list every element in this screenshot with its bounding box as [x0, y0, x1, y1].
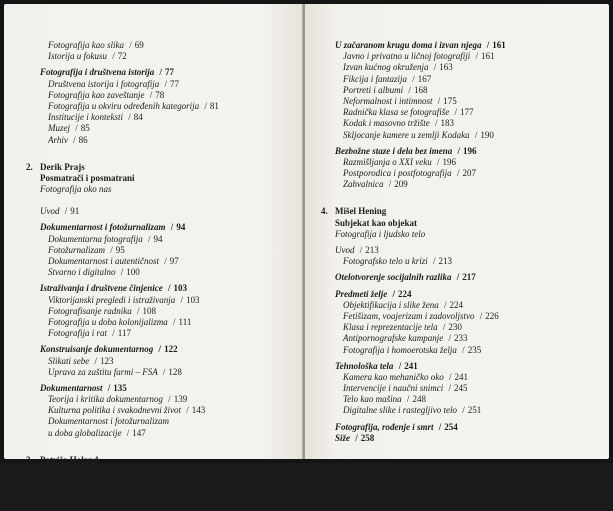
toc-entry: [40, 101, 300, 112]
toc-entry-title: Fetišizam, voajerizam i zadovoljstvo: [343, 310, 475, 321]
toc-entry-title: Kodak i masovno tržište: [343, 118, 430, 129]
left-toc-column: [26, 40, 300, 511]
toc-page-number: 248: [412, 394, 426, 405]
toc-page-number: 143: [191, 405, 206, 416]
page-separator: /: [159, 67, 163, 78]
toc-entry-title: Telo kao mašina: [343, 394, 402, 405]
toc-entry-title: Postporodica i postfotografija: [343, 168, 452, 179]
page-separator: /: [448, 333, 452, 344]
toc-entry: [40, 123, 300, 134]
spacer: [40, 195, 300, 206]
toc-entry-title: Spektakli i iluzije: [335, 471, 403, 482]
page-separator: /: [128, 112, 131, 123]
page-separator: /: [474, 129, 478, 140]
toc-entry-title: Institucije i konteksti: [48, 112, 123, 123]
toc-entry-title: Zahvalnica: [343, 179, 384, 190]
page-separator: /: [448, 371, 452, 382]
left-page: [4, 4, 304, 510]
toc-entry: [335, 62, 603, 73]
toc-page-number: 94: [176, 222, 186, 233]
toc-page-number: 258: [360, 432, 375, 443]
page-separator: /: [456, 272, 460, 283]
toc-entry: [335, 345, 603, 356]
toc-entry-title: Kamera kao mehaničko oko: [343, 371, 444, 382]
toc-entry-title: Uvod: [40, 499, 60, 510]
page-separator: /: [448, 383, 451, 394]
toc-page-number: 91: [70, 206, 80, 217]
toc-entry-title: Fikcija i fantazija: [343, 73, 407, 84]
toc-page-number: 209: [394, 179, 408, 190]
page-separator: /: [475, 51, 479, 62]
toc-page-number: 161: [481, 51, 495, 62]
toc-entry: [335, 218, 603, 229]
toc-entry-title: u doba globalizacije: [48, 427, 122, 438]
spacer: [40, 146, 300, 162]
toc-entry-title: Fotografija u okviru određenih kategorija: [48, 100, 200, 111]
page-separator: /: [454, 107, 457, 118]
toc-entry: [40, 499, 300, 510]
toc-entry: [335, 74, 603, 85]
toc-entry: [335, 40, 603, 51]
toc-entry-title: Fotografija kao slika: [48, 40, 124, 50]
toc-entry: [335, 272, 603, 283]
toc-page-number: 251: [467, 405, 482, 416]
toc-entry-title: U začaranom krugu doma i izvan njega: [335, 40, 482, 50]
toc-page-number: 153: [70, 499, 84, 510]
toc-entry-title: Viktorijanski pregledi i istraživanja: [48, 294, 176, 305]
toc-entry: [335, 168, 603, 179]
toc-page-number: 72: [117, 51, 127, 62]
toc-entry: [335, 361, 603, 372]
toc-entry: [335, 179, 603, 190]
toc-entry-title: Portreti i albumi: [343, 84, 404, 95]
toc-entry: [40, 256, 300, 267]
page-separator: /: [355, 432, 358, 443]
toc-page-number: 128: [168, 366, 182, 377]
page-separator: /: [137, 305, 140, 316]
toc-page-number: 224: [449, 299, 463, 310]
toc-entry: [40, 184, 300, 195]
toc-page-number: 213: [365, 245, 379, 255]
toc-entry: [40, 344, 300, 355]
toc-entry-title: Otelotvorenje socijalnih razlika: [335, 272, 452, 283]
toc-page-number: 167: [417, 73, 432, 84]
toc-entry: [40, 79, 300, 90]
toc-entry: [40, 428, 300, 439]
toc-entry-title: Objektifikacija i slike žena: [343, 299, 439, 310]
toc-entry: [40, 317, 300, 328]
toc-page-number: 207: [462, 168, 476, 179]
toc-page-number: 111: [178, 316, 192, 327]
page-separator: /: [457, 145, 461, 156]
toc-entry: [40, 90, 300, 101]
page-separator: /: [129, 40, 132, 50]
toc-entry-title: Mišel Hening: [335, 206, 387, 217]
toc-page-number: 224: [398, 288, 412, 299]
chapter-number: 3.: [26, 454, 33, 465]
toc-page-number: 100: [126, 267, 140, 278]
toc-page-number: 177: [460, 107, 474, 118]
toc-entry-title: Fotožurnalizam: [48, 244, 106, 255]
page-separator: /: [442, 322, 446, 333]
page-separator: /: [148, 233, 151, 244]
toc-entry: [335, 96, 603, 107]
toc-page-number: 196: [463, 145, 477, 156]
toc-entry: [335, 383, 603, 394]
spacer: [40, 439, 300, 455]
toc-page-number: 78: [155, 89, 165, 100]
toc-entry: [335, 229, 603, 240]
toc-entry: [335, 372, 603, 383]
toc-entry: [40, 40, 300, 51]
toc-entry: [40, 112, 300, 123]
toc-page-number: 196: [442, 156, 456, 167]
toc-page-number: 103: [173, 283, 188, 294]
toc-entry-title: Fotografija kao zaveštanje: [48, 89, 145, 100]
page-separator: /: [164, 256, 167, 266]
toc-entry-title: Fotografija oko nas: [40, 184, 112, 195]
toc-entry-title: Klasa i reprezentacije tela: [343, 322, 438, 333]
toc-entry: [40, 394, 300, 405]
toc-page-number: 235: [467, 344, 482, 355]
page-separator: /: [398, 360, 402, 371]
page-separator: /: [462, 344, 465, 355]
page-separator: /: [436, 156, 440, 167]
toc-entry: [335, 107, 603, 118]
page-separator: /: [433, 256, 436, 267]
page-separator: /: [438, 421, 442, 432]
toc-page-number: 175: [443, 95, 457, 106]
toc-entry: [26, 161, 300, 173]
toc-entry-title: Neformalnost i intimnost: [343, 95, 433, 106]
page-separator: /: [388, 179, 392, 190]
toc-entry: [40, 295, 300, 306]
toc-entry: [40, 173, 300, 184]
page-separator: /: [64, 206, 68, 217]
toc-page-number: 230: [448, 322, 462, 333]
toc-entry: [335, 300, 603, 311]
toc-entry-title: Fotografija i ljudsko telo: [335, 228, 426, 239]
toc-page-number: 163: [439, 62, 453, 73]
toc-page-number: 135: [113, 382, 127, 393]
toc-entry: [40, 367, 300, 378]
toc-entry-title: Uvod: [335, 245, 355, 255]
page-separator: /: [162, 366, 166, 377]
toc-entry: [335, 245, 603, 256]
page-separator: /: [173, 316, 176, 327]
toc-entry: [335, 405, 603, 416]
toc-entry: [40, 267, 300, 278]
chapter-number: 4.: [321, 206, 328, 217]
toc-entry-title: Derik Prajs: [40, 161, 85, 172]
toc-page-number: 254: [444, 421, 458, 432]
toc-entry: [335, 256, 603, 267]
page-separator: /: [168, 394, 171, 405]
toc-entry-title: Bezbožne staze i dela bez imena: [335, 145, 453, 156]
toc-entry-title: Digitalne slike i rastegljivo telo: [343, 405, 457, 416]
toc-page-number: 84: [133, 112, 143, 123]
toc-entry-title: Fotografija, rođenje i smrt: [335, 421, 434, 432]
toc-page-number: 241: [454, 371, 468, 382]
toc-entry: [335, 157, 603, 168]
toc-page-number: 94: [153, 233, 163, 244]
toc-entry-title: Konstruisanje dokumentarnog: [40, 344, 154, 355]
toc-entry: [40, 283, 300, 294]
page-separator: /: [107, 382, 111, 393]
toc-page-number: 183: [440, 118, 455, 129]
toc-entry: [40, 67, 300, 78]
page-separator: /: [112, 328, 115, 339]
page-separator: /: [149, 89, 153, 100]
page-separator: /: [204, 100, 207, 111]
toc-entry: [40, 51, 300, 62]
toc-entry: [40, 356, 300, 367]
toc-page-number: 245: [453, 383, 468, 394]
toc-entry: [40, 306, 300, 317]
toc-page-number: 123: [100, 355, 114, 366]
page-separator: /: [486, 40, 490, 50]
toc-page-number: 108: [142, 305, 157, 316]
toc-page-number: 95: [115, 244, 125, 255]
toc-entry-title: Fotografisanje radnika: [48, 305, 132, 316]
spacer: [335, 444, 603, 460]
toc-entry-title: Tehnološka tela: [335, 360, 394, 371]
toc-entry: [335, 289, 603, 300]
toc-entry-title: Kulturna politika i svakodnevni život: [48, 405, 181, 416]
toc-page-number: 69: [134, 40, 144, 50]
toc-page-number: 103: [186, 294, 200, 305]
toc-entry-title: Razmišljanja o XXI veku: [343, 156, 432, 167]
toc-entry-title: Stvarno i digitalno: [48, 267, 116, 278]
toc-entry: [321, 460, 603, 471]
chapter-number: 5.: [321, 460, 328, 470]
toc-entry-title: Istorija u fokusu: [48, 51, 108, 62]
page-separator: /: [479, 310, 483, 321]
toc-entry-title: Javno i privatno u ličnoj fotografiji: [343, 51, 471, 62]
spacer: [335, 190, 603, 206]
toc-page-number: 81: [209, 100, 219, 111]
toc-page-number: 139: [173, 394, 188, 405]
toc-entry: [40, 405, 300, 416]
toc-entry: [40, 477, 300, 488]
toc-page-number: 213: [438, 256, 453, 267]
toc-page-number: 77: [165, 67, 175, 78]
spacer: [40, 488, 300, 499]
toc-entry-title: Posmatrači i posmatrani: [40, 172, 135, 183]
toc-entry: [335, 311, 603, 322]
toc-entry: [335, 433, 603, 444]
page-separator: /: [392, 288, 395, 299]
page-separator: /: [180, 294, 184, 305]
toc-entry-title: Fotografija u doba kolonijalizma: [48, 316, 168, 327]
right-toc-column: [321, 40, 603, 494]
page-separator: /: [435, 118, 438, 129]
toc-entry: [40, 466, 300, 477]
toc-entry-title: Dokumentarna fotografija: [48, 233, 143, 244]
toc-page-number: 97: [169, 256, 179, 266]
page-separator: /: [456, 168, 460, 179]
toc-entry: [40, 416, 300, 427]
toc-page-number: 233: [454, 333, 468, 344]
toc-page-number: 217: [462, 272, 476, 283]
page-separator: /: [73, 134, 76, 145]
toc-entry-title: Intervencije i naučni snimci: [343, 383, 444, 394]
right-page: [305, 4, 609, 493]
toc-page-number: 86: [78, 134, 88, 145]
toc-entry-title: Dokumentarnost i fotožurnalizam: [40, 222, 166, 233]
page-separator: /: [158, 344, 162, 355]
toc-entry-title: Fotografija i rat: [48, 328, 108, 339]
page-separator: /: [110, 244, 113, 255]
page-separator: /: [120, 267, 124, 278]
page-separator: /: [408, 84, 411, 95]
toc-entry-title: Predmeti želje: [335, 288, 388, 299]
page-separator: /: [126, 427, 130, 438]
toc-entry: [335, 422, 603, 433]
toc-entry: [40, 222, 300, 233]
toc-entry: [335, 118, 603, 129]
toc-entry-title: Skljocanje kamere u zemlji Kodaka: [343, 129, 470, 140]
toc-entry: [40, 245, 300, 256]
page-separator: /: [462, 405, 465, 416]
toc-entry-title: Dokumentarnost i fotožurnalizam: [48, 416, 170, 427]
chapter-number: 2.: [26, 161, 33, 172]
toc-entry-title: Fotografija i potrošačka kultura: [335, 482, 452, 493]
toc-entry: [335, 146, 603, 157]
toc-entry-title: Dokumentarnost i autentičnost: [48, 256, 159, 266]
toc-entry: [40, 234, 300, 245]
toc-entry-title: Dokumentarnost: [40, 382, 103, 393]
toc-entry: [26, 454, 300, 466]
toc-entry-title: Teorija i kritika dokumentarnog: [48, 394, 163, 405]
toc-entry-title: Fotografsko telo u krizi: [343, 256, 428, 267]
page-separator: /: [433, 62, 437, 73]
toc-page-number: 226: [485, 310, 499, 321]
page-separator: /: [443, 299, 447, 310]
toc-entry: [335, 394, 603, 405]
toc-entry: [40, 206, 300, 217]
toc-entry-title: Anandi Ramamurti: [335, 460, 411, 470]
toc-entry-title: Istraživanja i društvene činjenice: [40, 283, 163, 294]
page-separator: /: [170, 222, 174, 233]
page-separator: /: [168, 283, 171, 294]
toc-entry-title: Siže: [335, 432, 351, 443]
page-separator: /: [75, 123, 78, 134]
toc-entry: [335, 130, 603, 141]
toc-entry: [40, 135, 300, 146]
toc-entry-title: Društvena istorija i fotografija: [48, 78, 160, 89]
toc-entry-title: Lične fotografije i popularna fotografija: [40, 477, 186, 488]
page-separator: /: [359, 245, 363, 255]
page-separator: /: [64, 499, 68, 510]
toc-entry-title: Patriša Holand: [40, 454, 99, 465]
toc-page-number: 117: [117, 328, 131, 339]
toc-entry-title: Uprava za zaštitu farmi – FSA: [48, 366, 158, 377]
toc-page-number: 168: [413, 84, 428, 95]
toc-entry: [335, 333, 603, 344]
toc-entry-title: Izvan kućnog okruženja: [343, 62, 429, 73]
toc-page-number: 241: [404, 360, 418, 371]
page-separator: /: [112, 51, 115, 62]
toc-entry-title: Radnička klasa se fotografiše: [343, 107, 450, 118]
toc-page-number: 122: [164, 344, 178, 355]
toc-entry: [335, 51, 603, 62]
page-separator: /: [94, 355, 98, 366]
toc-entry: [335, 85, 603, 96]
toc-entry-title: Fotografija i društvena istorija: [40, 67, 155, 78]
toc-entry: [335, 482, 603, 493]
toc-entry: [335, 322, 603, 333]
toc-page-number: 161: [492, 40, 506, 50]
page-separator: /: [164, 78, 168, 89]
toc-entry: [40, 383, 300, 394]
toc-entry-title: Fotografija i homoerotska želja: [343, 344, 457, 355]
toc-page-number: 85: [80, 123, 90, 134]
toc-entry-title: „Slatko je posmatrati...": [40, 466, 135, 476]
toc-page-number: 190: [480, 129, 494, 140]
toc-entry: [40, 328, 300, 339]
toc-entry-title: Subjekat kao objekat: [335, 217, 418, 228]
toc-page-number: 77: [170, 78, 180, 89]
toc-entry-title: Antipornografske kampanje: [343, 333, 444, 344]
toc-page-number: 147: [132, 427, 146, 438]
page-separator: /: [186, 405, 189, 416]
toc-entry-title: Arhiv: [48, 134, 68, 145]
page-separator: /: [412, 73, 415, 84]
toc-entry-title: Slikati sebe: [48, 355, 90, 366]
page-separator: /: [437, 95, 441, 106]
toc-entry-title: Uvod: [40, 206, 60, 217]
toc-entry: [335, 471, 603, 482]
page-separator: /: [406, 394, 410, 405]
toc-entry: [321, 206, 603, 217]
toc-entry-title: Muzej: [48, 123, 70, 134]
